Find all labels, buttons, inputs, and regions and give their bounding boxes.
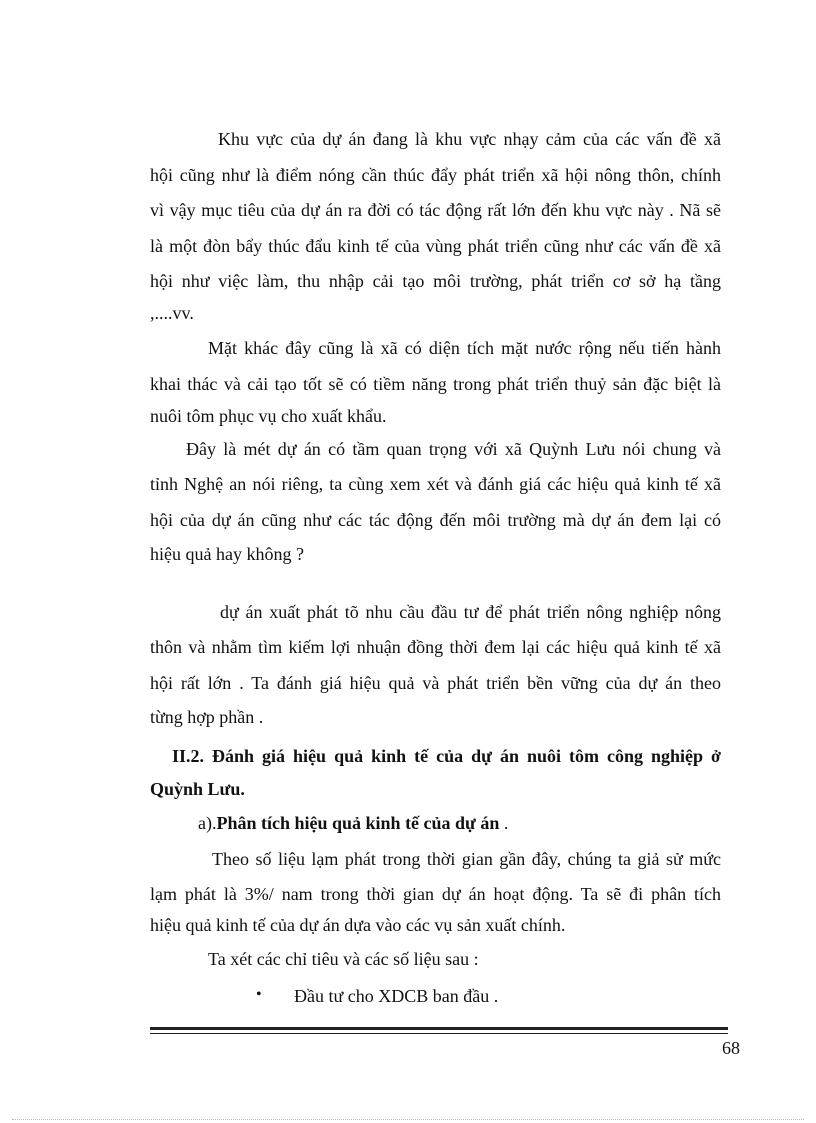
paragraph-5-line-1: Theo số liệu lạm phát trong thời gian gần đây, chúng ta giả sử mức (212, 849, 721, 869)
paragraph-1-line-6: ,....vv. (150, 303, 194, 323)
subheading-prefix: a). (198, 813, 217, 833)
footer-rule-thin (150, 1033, 728, 1034)
paragraph-2-line-1: Mặt khác đây cũng là xã có diện tích mặt nước rộng nếu tiến hành (208, 338, 721, 358)
paragraph-1-line-4: là một đòn bẩy thúc đẩu kinh tế của vùng phát triển cũng như các vấn đề xã (150, 236, 721, 256)
paragraph-4-line-3: hội rất lớn . Ta đánh giá hiệu quả và phát triển bền vững của dự án theo (150, 673, 721, 693)
bullet-icon: • (256, 986, 262, 1003)
bullet-item: Đầu tư cho XDCB ban đầu . (294, 986, 499, 1006)
paragraph-3-line-2: tỉnh Nghệ an nói riêng, ta cùng xem xét và đánh giá các hiệu quả kinh tế xã (150, 474, 721, 494)
subheading (198, 812, 508, 834)
paragraph-4-line-4: từng hợp phần . (150, 707, 264, 727)
paragraph-5-line-3: hiệu quả kinh tế của dự án dựa vào các vụ sản xuất chính. (150, 915, 566, 935)
paragraph-1-line-5: hội như việc làm, thu nhập cải tạo môi trường, phát triển cơ sở hạ tầng (150, 271, 721, 291)
subheading-suffix: . (499, 813, 509, 833)
paragraph-6: Ta xét các chỉ tiêu và các số liệu sau : (208, 949, 479, 969)
paragraph-1-line-3: vì vậy mục tiêu của dự án ra đời có tác động rất lớn đến khu vực này . Nã sẽ (150, 200, 721, 220)
paragraph-2-line-3: nuôi tôm phục vụ cho xuất khẩu. (150, 406, 387, 426)
footer-rule-thick (150, 1027, 728, 1030)
paragraph-4-line-2: thôn và nhằm tìm kiếm lợi nhuận đồng thời đem lại các hiệu quả kinh tế xã (150, 637, 721, 657)
page-bottom-divider (12, 1119, 804, 1120)
page-number: 68 (722, 1038, 740, 1058)
paragraph-5-line-2: lạm phát là 3%/ nam trong thời gian dự án hoạt động. Ta sẽ đi phân tích (150, 884, 721, 904)
paragraph-4-line-1: dự án xuất phát tõ nhu cầu đầu tư để phát triển nông nghiệp nông (220, 602, 721, 622)
paragraph-1-line-1: Khu vực của dự án đang là khu vực nhạy cảm của các vấn đề xã (218, 129, 721, 149)
section-heading-continued: Quỳnh Lưu. (150, 779, 245, 799)
paragraph-3-line-4: hiệu quả hay không ? (150, 544, 304, 564)
paragraph-3-line-1: Đây là mét dự án có tầm quan trọng với xã Quỳnh Lưu nói chung và (186, 439, 721, 459)
section-heading: II.2. Đánh giá hiệu quả kinh tế của dự án nuôi tôm công nghiệp ở (172, 746, 721, 766)
subheading-title: Phân tích hiệu quả kinh tế của dự án (216, 813, 500, 833)
paragraph-1-line-2: hội cũng như là điểm nóng cần thúc đẩy phát triển xã hội nông thôn, chính (150, 165, 721, 185)
paragraph-3-line-3: hội của dự án cũng như các tác động đến môi trường mà dự án đem lại có (150, 510, 721, 530)
paragraph-2-line-2: khai thác và cải tạo tốt sẽ có tiềm năng trong phát triển thuỷ sản đặc biệt là (150, 374, 721, 394)
